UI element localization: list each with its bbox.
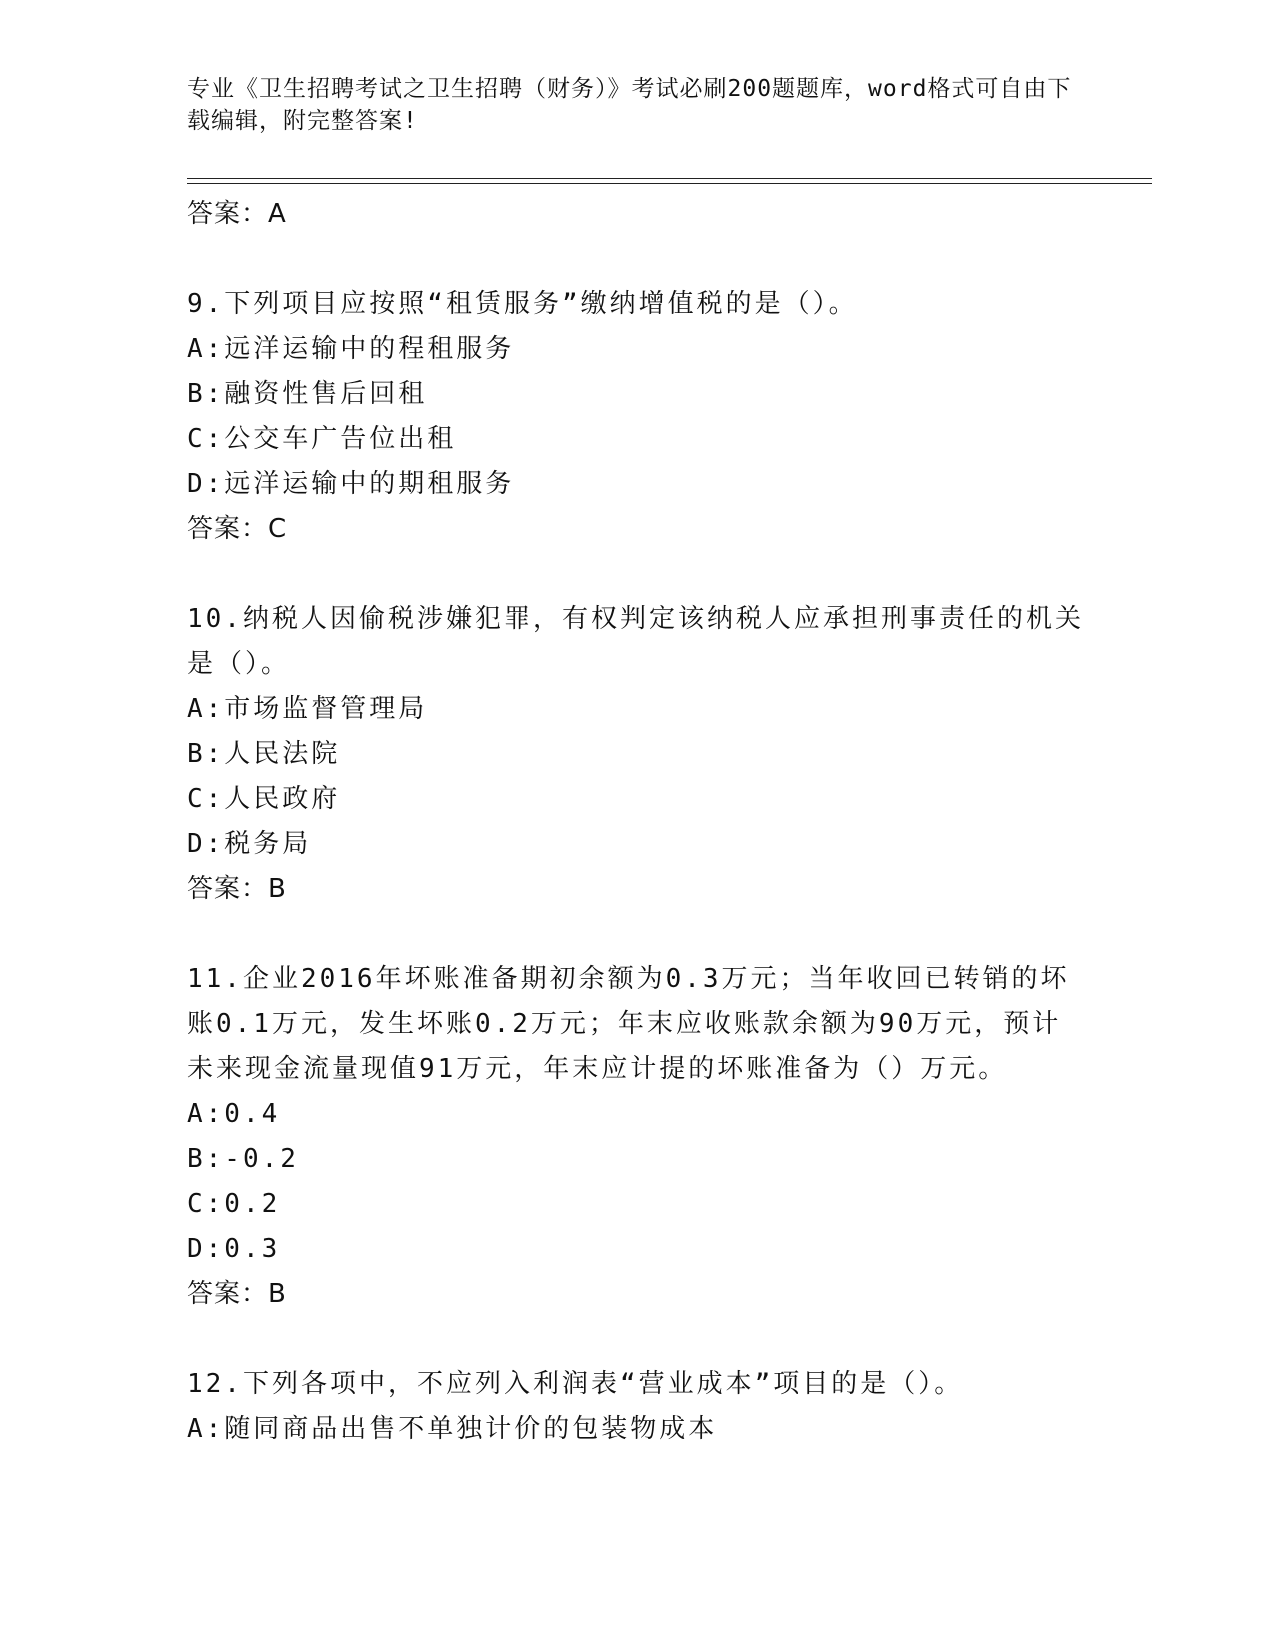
option-c: C:0.2 xyxy=(187,1189,281,1219)
option-a: A:市场监督管理局 xyxy=(187,694,428,724)
header-divider-bottom xyxy=(187,183,1152,184)
option-a: A:远洋运输中的程租服务 xyxy=(187,334,515,364)
answer-line: 答案：A xyxy=(187,199,287,229)
option-d: D:0.3 xyxy=(187,1234,281,1264)
question-list xyxy=(187,192,1087,1452)
document-header: 专业《卫生招聘考试之卫生招聘（财务）》考试必刷200题题库，word格式可自由下载编辑，附完整答案! xyxy=(187,76,1072,134)
question-item xyxy=(187,957,1087,1317)
option-c: C:公交车广告位出租 xyxy=(187,424,457,454)
option-b: B:融资性售后回租 xyxy=(187,379,428,409)
option-a: A:随同商品出售不单独计价的包装物成本 xyxy=(187,1414,718,1444)
question-stem: 12.下列各项中，不应列入利润表“营业成本”项目的是（）。 xyxy=(187,1369,964,1399)
option-a: A:0.4 xyxy=(187,1099,281,1129)
header-divider-top xyxy=(187,178,1152,179)
option-b: B:-0.2 xyxy=(187,1144,299,1174)
option-d: D:税务局 xyxy=(187,829,312,859)
question-item xyxy=(187,597,1087,912)
answer-line: 答案：C xyxy=(187,514,288,544)
option-b: B:人民法院 xyxy=(187,739,341,769)
question-item xyxy=(187,282,1087,552)
answer-line: 答案：B xyxy=(187,874,287,904)
option-d: D:远洋运输中的期租服务 xyxy=(187,469,515,499)
question-stem: 10.纳税人因偷税涉嫌犯罪，有权判定该纳税人应承担刑事责任的机关是（）。 xyxy=(187,604,1084,679)
question-stem: 11.企业2016年坏账准备期初余额为0.3万元；当年收回已转销的坏账0.1万元，发生坏账0.2万元；年末应收账款余额为90万元，预计未来现金流量现值91万元，年末应计提的坏账准备为（）万元。 xyxy=(187,964,1070,1084)
option-c: C:人民政府 xyxy=(187,784,341,814)
question-item xyxy=(187,1362,1087,1452)
answer-line: 答案：B xyxy=(187,1279,287,1309)
question-stem: 9.下列项目应按照“租赁服务”缴纳增值税的是（）。 xyxy=(187,289,858,319)
